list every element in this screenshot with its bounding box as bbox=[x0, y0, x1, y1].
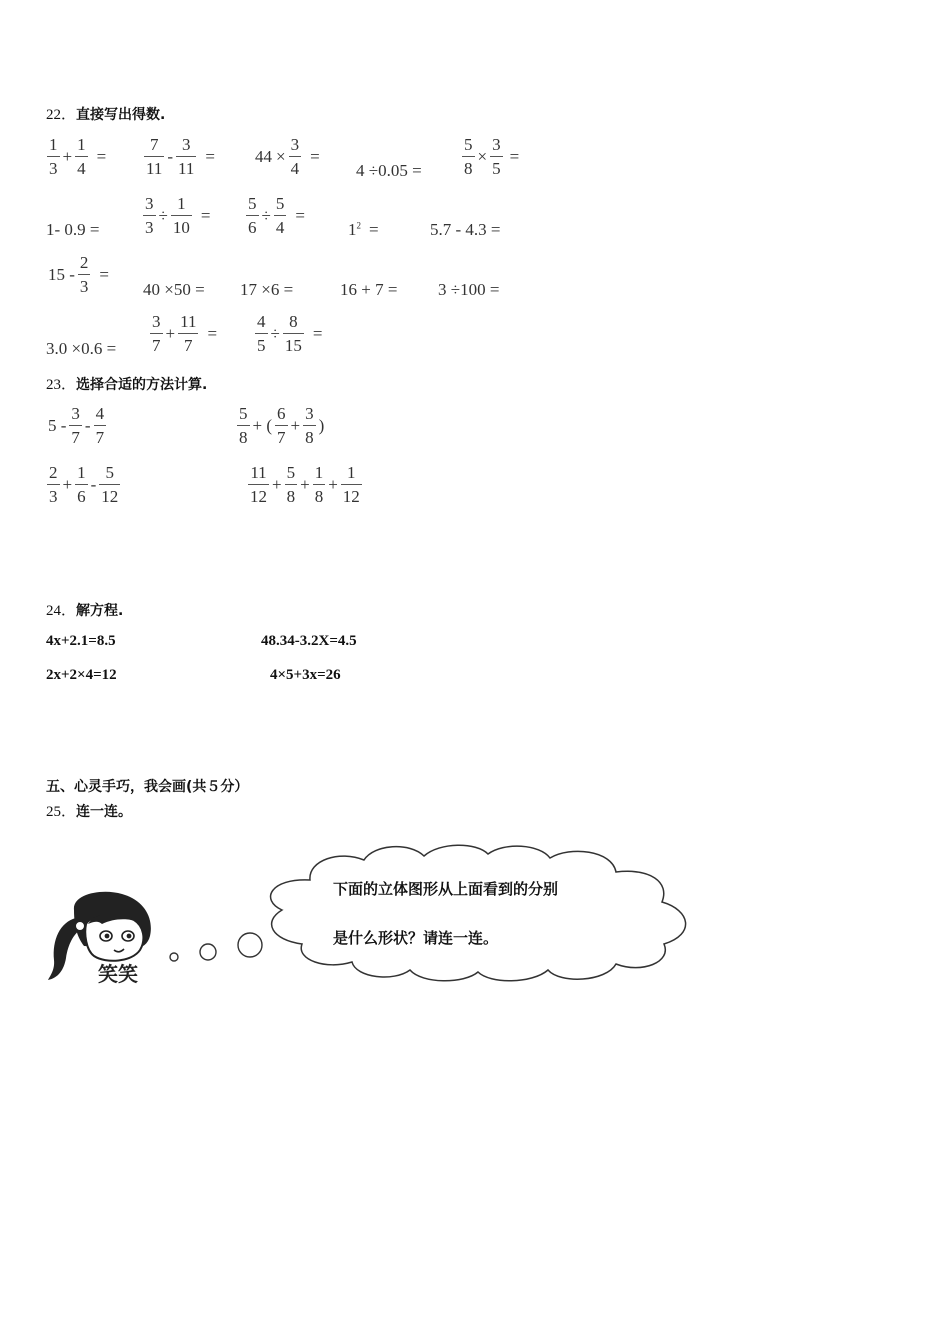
equation-3: 2x+2×4=12 bbox=[46, 667, 117, 683]
cloud-text-line-1: 下面的立体图形从上面看到的分别 bbox=[333, 880, 559, 898]
fraction: $\frac{11}{7}$ bbox=[180, 312, 197, 355]
fraction: $\frac{1}{10}$ bbox=[172, 194, 190, 237]
q23-text: 选择合适的方法计算. bbox=[76, 377, 208, 393]
fraction: $\frac{1}{3}$ bbox=[49, 135, 58, 178]
q25-title bbox=[46, 800, 132, 821]
fraction: $\frac{1}{12}$ bbox=[342, 463, 360, 506]
q22-item-3-4: 16 + 7 = bbox=[340, 280, 398, 299]
q22-item-2-3: $\frac{5}{6}$ ÷ $\frac{5}{4}$ = bbox=[248, 194, 305, 237]
fraction: $\frac{6}{7}$ bbox=[277, 404, 286, 447]
q25-text: 连一连。 bbox=[76, 804, 133, 820]
q22-item-4-2: $\frac{3}{7}$ + $\frac{11}{7}$ = bbox=[152, 312, 218, 355]
q22-item-1-2: $\frac{7}{11}$ - $\frac{3}{11}$ = bbox=[146, 135, 216, 178]
thought-bubbles bbox=[160, 925, 270, 970]
q23-problem-2: $\frac{5}{8}$ + ( $\frac{6}{7}$ + $\frac{3}{8}$ ) bbox=[239, 404, 325, 447]
fraction: $\frac{8}{15}$ bbox=[284, 312, 302, 355]
fraction: $\frac{5}{8}$ bbox=[286, 463, 296, 506]
cloud-thought-bubble bbox=[260, 838, 700, 988]
thought-bubble-large bbox=[238, 933, 262, 957]
fraction: $\frac{3}{3}$ bbox=[145, 194, 154, 237]
cloud-text-line-2: 是什么形状？请连一连。 bbox=[333, 929, 499, 947]
fraction: $\frac{5}{8}$ bbox=[239, 404, 248, 447]
equation-4: 4×5+3x=26 bbox=[270, 667, 341, 683]
q24-number: 24． bbox=[46, 603, 77, 619]
q22-item-2-1: 1- 0.9 = bbox=[46, 220, 100, 239]
q22-item-1-5: $\frac{5}{8}$ × $\frac{3}{5}$ = bbox=[464, 135, 520, 178]
fraction: $\frac{3}{5}$ bbox=[492, 135, 501, 178]
q22-number: 22． bbox=[46, 107, 77, 123]
equation-1: 4x+2.1=8.5 bbox=[46, 633, 116, 649]
fraction: $\frac{3}{4}$ bbox=[290, 135, 300, 178]
fraction: $\frac{5}{8}$ bbox=[464, 135, 473, 178]
fraction: $\frac{3}{11}$ bbox=[178, 135, 195, 178]
section-five-title: 五、心灵手巧，我会画(共５分） bbox=[46, 779, 249, 795]
fraction: $\frac{1}{4}$ bbox=[77, 135, 86, 178]
q22-text: 直接写出得数. bbox=[76, 107, 166, 123]
q22-item-1-4: 4 ÷0.05 = bbox=[356, 161, 422, 180]
fraction: $\frac{3}{8}$ bbox=[305, 404, 314, 447]
fraction: $\frac{5}{6}$ bbox=[248, 194, 257, 237]
fraction: $\frac{11}{12}$ bbox=[250, 463, 267, 506]
thought-bubble-medium bbox=[200, 944, 216, 960]
q22-item-3-1: 15 - $\frac{2}{3}$ = bbox=[48, 253, 110, 296]
character-name-label: 笑笑 bbox=[98, 962, 138, 986]
q22-item-2-2: $\frac{3}{3}$ ÷ $\frac{1}{10}$ = bbox=[145, 194, 211, 237]
q22-item-1-3: 44 × $\frac{3}{4}$ = bbox=[255, 135, 320, 178]
fraction: $\frac{3}{7}$ bbox=[71, 404, 80, 447]
fraction: $\frac{4}{5}$ bbox=[257, 312, 266, 355]
fraction: $\frac{5}{12}$ bbox=[101, 463, 119, 506]
fraction: $\frac{7}{11}$ bbox=[146, 135, 163, 178]
fraction: $\frac{2}{3}$ bbox=[49, 463, 58, 506]
q22-title bbox=[46, 103, 165, 124]
fraction: $\frac{1}{8}$ bbox=[314, 463, 324, 506]
q22-item-3-2: 40 ×50 = bbox=[143, 280, 205, 299]
q22-item-2-5: 5.7 - 4.3 = bbox=[430, 220, 501, 239]
q23-title bbox=[46, 373, 207, 394]
fraction: $\frac{4}{7}$ bbox=[95, 404, 105, 447]
fraction: $\frac{5}{4}$ bbox=[275, 194, 285, 237]
q22-item-3-5: 3 ÷100 = bbox=[438, 280, 500, 299]
q22-item-2-4: $1^2$ = bbox=[348, 220, 379, 239]
q24-title bbox=[46, 599, 123, 620]
q23-problem-3: $\frac{2}{3}$ + $\frac{1}{6}$ - $\frac{5}{12}$ bbox=[49, 463, 119, 506]
q25-number: 25． bbox=[46, 804, 77, 820]
q22-item-3-3: 17 ×6 = bbox=[240, 280, 294, 299]
q22-item-4-1: 3.0 ×0.6 = bbox=[46, 339, 117, 358]
q22-item-1-1: $\frac{1}{3}$ + $\frac{1}{4}$ = bbox=[49, 135, 107, 178]
q22-item-4-3: $\frac{4}{5}$ ÷ $\frac{8}{15}$ = bbox=[257, 312, 323, 355]
q23-number: 23． bbox=[46, 377, 77, 393]
q23-problem-4: $\frac{11}{12}$ + $\frac{5}{8}$ + $\frac{1}{8}$ + $\frac{1}{12}$ bbox=[250, 463, 360, 506]
fraction: $\frac{1}{6}$ bbox=[77, 463, 86, 506]
thought-bubble-small bbox=[170, 953, 178, 961]
equation-2: 48.34-3.2X=4.5 bbox=[261, 633, 357, 649]
fraction: $\frac{3}{7}$ bbox=[152, 312, 161, 355]
fraction: $\frac{2}{3}$ bbox=[79, 253, 89, 296]
q24-text: 解方程. bbox=[76, 603, 124, 619]
q23-problem-1: 5 - $\frac{3}{7}$ - $\frac{4}{7}$ bbox=[48, 404, 105, 447]
